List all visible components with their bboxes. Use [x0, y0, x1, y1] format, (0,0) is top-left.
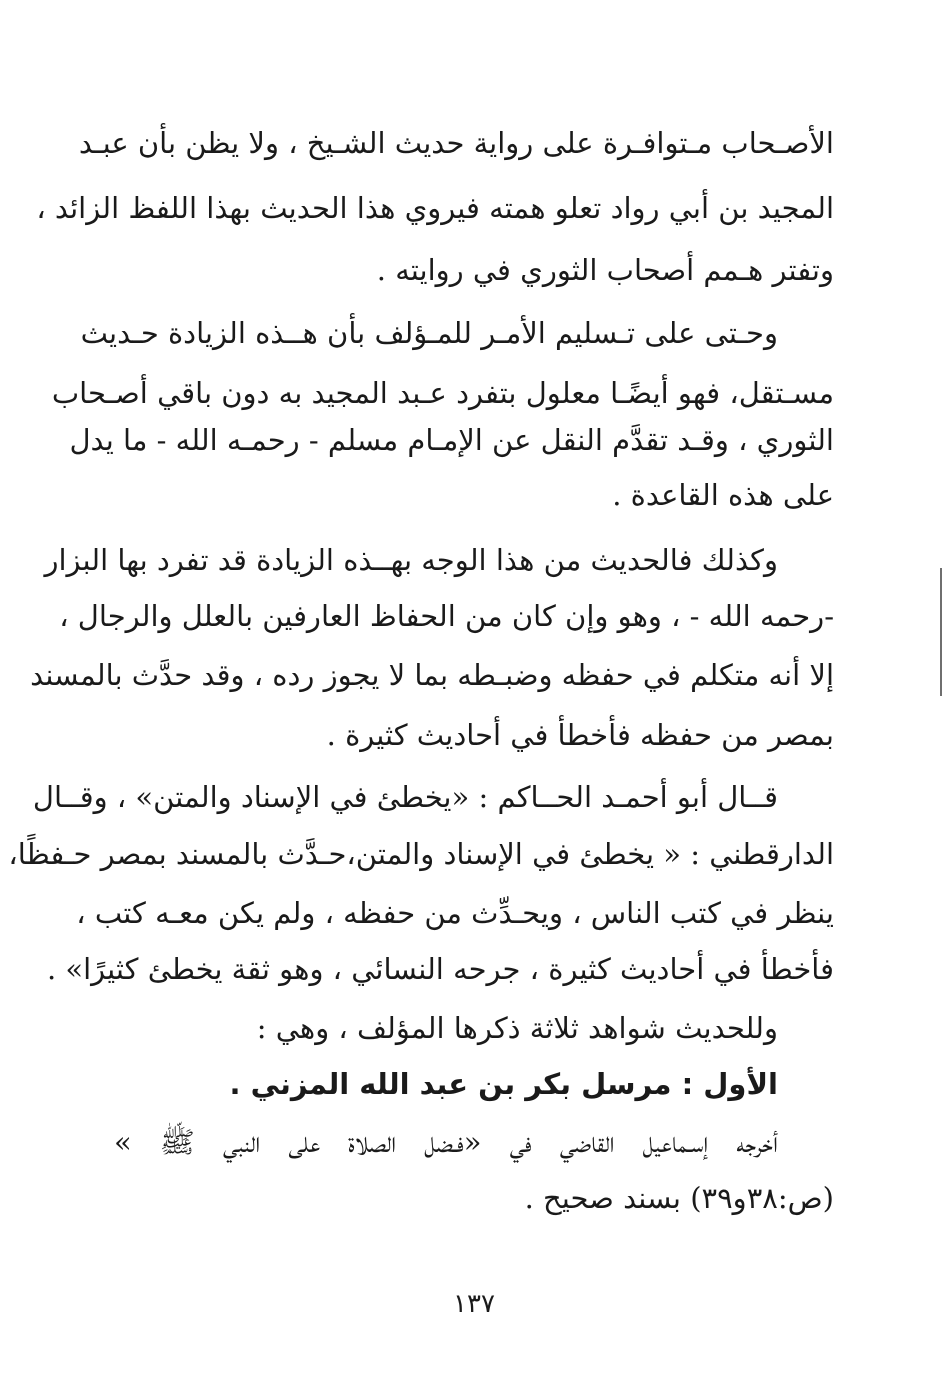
text-line-16: وللحديث شواهد ثلاثة ذكرها المؤلف ، وهي :	[256, 1011, 778, 1045]
text-line-6: الثوري ، وقـد تقدَّم النقل عن الإمـام مسلم - رحمـه الله - ما يدل	[69, 423, 834, 457]
text-line-14: ينظر في كتب الناس ، ويحـدِّث من حفظه ، ولم يكن معـه كتب ،	[76, 896, 834, 930]
text-line-1: الأصـحاب مـتوافـرة على رواية حديث الشـيخ ، ولا يظن بأن عبـد	[78, 126, 834, 160]
text-line-13: الدارقطني : « يخطئ في الإسناد والمتن،حـدَّث بالمسند بمصر حـفظًا،	[8, 837, 834, 871]
text-line-2: المجيد بن أبي رواد تعلو همته فيروي هذا الحديث بهذا اللفظ الزائد ،	[36, 191, 834, 225]
text-line-3: وتفتر هـمم أصحاب الثوري في روايته .	[376, 253, 834, 287]
text-line-4: وحـتى على تـسليم الأمـر للمـؤلف بأن هــذه الزيادة حـديث	[80, 316, 778, 350]
section-heading: الأول : مرسل بكر بن عبد الله المزني .	[229, 1067, 778, 1101]
text-line-18: أخرجه إسـماعيل القاضي في «فـضل الصلاة على النبي ﷺ »	[114, 1125, 778, 1159]
text-line-7: على هذه القاعدة .	[612, 478, 834, 512]
text-line-12: قــال أبو أحمـد الحــاكم : «يخطئ في الإسناد والمتن» ، وقــال	[32, 780, 778, 814]
text-line-10: إلا أنه متكلم في حفظه وضبـطه بما لا يجوز رده ، وقد حدَّث بالمسند	[30, 658, 834, 692]
text-line-11: بمصر من حفظه فأخطأ في أحاديث كثيرة .	[326, 718, 834, 752]
page-number: ١٣٧	[453, 1289, 495, 1319]
text-line-19: (ص:٣٨و٣٩) بسند صحيح .	[524, 1181, 834, 1215]
text-line-8: وكذلك فالحديث من هذا الوجه بهــذه الزيادة قد تفرد بها البزار	[44, 543, 778, 577]
text-line-9: -رحمه الله - ، وهو وإن كان من الحفاظ العارفين بالعلل والرجال ،	[59, 599, 834, 633]
text-line-15: فأخطأ في أحاديث كثيرة ، جرحه النسائي ، وهو ثقة يخطئ كثيرًا» .	[46, 952, 834, 986]
text-line-5: مسـتقل، فهو أيضًـا معلول بتفرد عـبد المجيد به دون باقي أصـحاب	[51, 376, 834, 410]
margin-rule	[940, 568, 942, 696]
